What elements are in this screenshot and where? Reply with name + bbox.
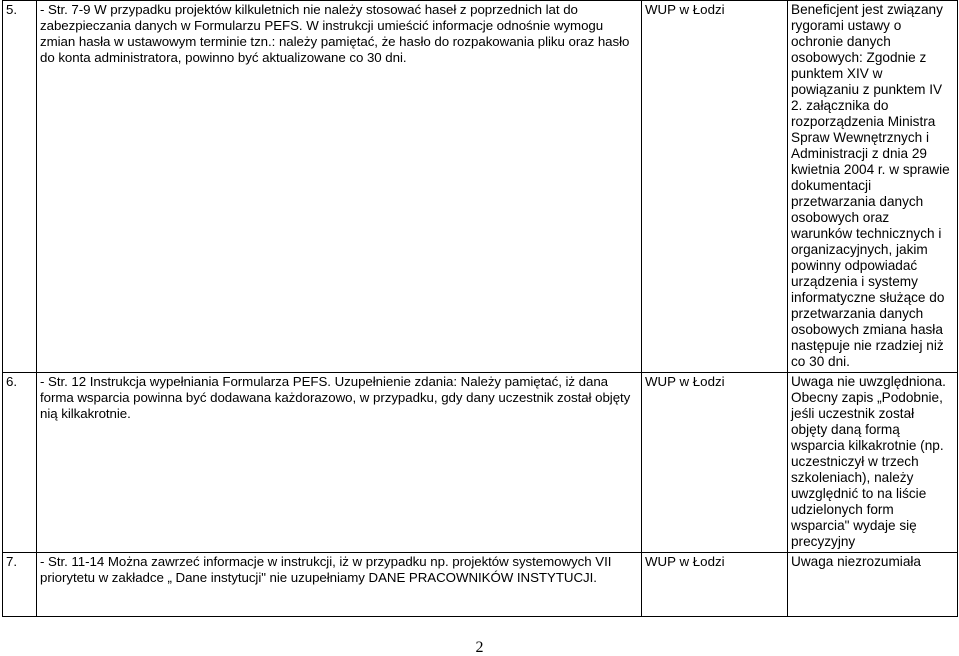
- author-text: WUP w Łodzi: [645, 2, 725, 17]
- comments-table: [2, 0, 958, 617]
- row-number: 7.: [3, 553, 37, 617]
- comment-description: [37, 373, 642, 553]
- comment-description: [37, 1, 642, 373]
- table-row: [3, 553, 958, 617]
- row-number: 5.: [3, 1, 37, 373]
- author-text: WUP w Łodzi: [645, 374, 725, 389]
- reply-text: Uwaga nie uwzględniona. Obecny zapis „Podobnie, jeśli uczestnik został objęty daną formą wsparcia kilkakrotnie (np. uczestniczył w trzech szkoleniach), należy uwzględnić to na liście udzielonych form wsparcia" wydaje się precyzyjny: [791, 374, 946, 549]
- comment-author: [642, 553, 788, 617]
- comment-description: [37, 553, 642, 617]
- comment-reply: [788, 1, 958, 373]
- page-number: 2: [475, 639, 484, 656]
- comment-author: [642, 1, 788, 373]
- comment-text: - Str. 11-14 Można zawrzeć informacje w instrukcji, iż w przypadku np. projektów systemowych VII priorytetu w zakładce „ Dane instytucji" nie uzupełniamy DANE PRACOWNIKÓW INSTYTUCJI.: [40, 554, 612, 585]
- comment-text: - Str. 7-9 W przypadku projektów kilkuletnich nie należy stosować haseł z poprzednich lat do zabezpieczania danych w Formularzu PEFS. W instrukcji umieścić informacje odnośnie wymogu zmian hasła w ustawowym terminie tzn.: należy pamiętać, że hasło do rozpakowania pliku oraz hasło do konta administratora, powinno być aktualizowane co 30 dni.: [40, 2, 630, 65]
- comment-author: [642, 373, 788, 553]
- comment-text: - Str. 12 Instrukcja wypełniania Formularza PEFS. Uzupełnienie zdania: Należy pamiętać, iż dana forma wsparcia powinna być dodawana każdorazowo, w przypadku, gdy dany uczestnik został objęty nią kilkakrotnie.: [40, 374, 631, 421]
- reply-text: Uwaga niezrozumiała: [791, 554, 921, 569]
- comment-reply: [788, 553, 958, 617]
- author-text: WUP w Łodzi: [645, 554, 725, 569]
- row-number: 6.: [3, 373, 37, 553]
- reply-text: Beneficjent jest związany rygorami ustawy o ochronie danych osobowych: Zgodnie z punktem XIV w powiązaniu z punktem IV 2. załącznika do rozporządzenia Ministra Spraw Wewnętrznych i Administracji z dnia 29 kwietnia 2004 r. w sprawie dokumentacji przetwarzania danych osobowych oraz warunków technicznych i organizacyjnych, jakim powinny odpowiadać urządzenia i systemy informatyczne służące do przetwarzania danych osobowych zmiana hasła następuje nie rzadziej niż co 30 dni.: [791, 2, 950, 369]
- table-row: [3, 1, 958, 373]
- table-row: [3, 373, 958, 553]
- comment-reply: [788, 373, 958, 553]
